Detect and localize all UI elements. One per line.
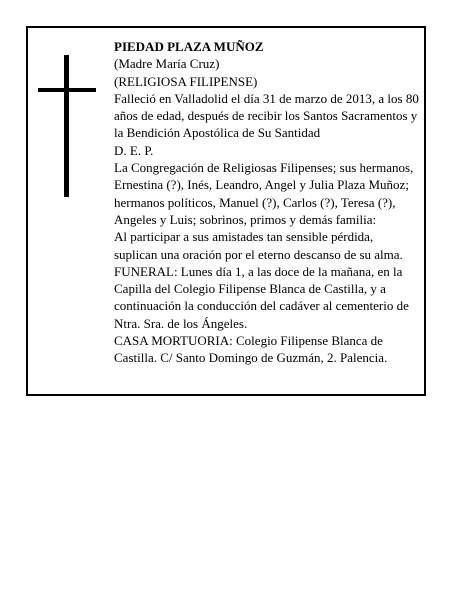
death-statement: Falleció en Valladolid el día 31 de marzo de 2013, a los 80 años de edad, después de recibir los Santos Sacramentos y la Bendición Apostólica de Su Santidad: [114, 90, 419, 141]
rip-line: D. E. P.: [114, 142, 154, 158]
cross-icon: [38, 55, 96, 197]
funeral-info: FUNERAL: Lunes día 1, a las doce de la mañana, en la Capilla del Colegio Filipense Blanca de Castilla, y a continuación la conducción del cadáver al cementerio de Ntra. Sra. de los Ángeles.: [114, 263, 409, 331]
prayer-request: Al participar a sus amistades tan sensible pérdida, suplican una oración por el eterno descanso de su alma.: [114, 229, 403, 262]
cross-vertical-bar: [64, 55, 69, 197]
cross-horizontal-bar: [38, 88, 96, 92]
family-list: La Congregación de Religiosas Filipenses; sus hermanos, Ernestina (?), Inés, Leandro, Angel y Julia Plaza Muñoz; hermanos políticos, Manuel (?), Carlos (?), Teresa (?), Angeles y Luis; sobrinos, primos y demás familia:: [114, 160, 414, 227]
religious-order: (RELIGIOSA FILIPENSE): [114, 73, 258, 89]
obituary-text: [114, 38, 419, 367]
mortuary-info: CASA MORTUORIA: Colegio Filipense Blanca de Castilla. C/ Santo Domingo de Guzmán, 2. Palencia.: [114, 333, 388, 366]
deceased-alias: (Madre María Cruz): [114, 56, 220, 72]
deceased-name: PIEDAD PLAZA MUÑOZ: [114, 39, 264, 54]
